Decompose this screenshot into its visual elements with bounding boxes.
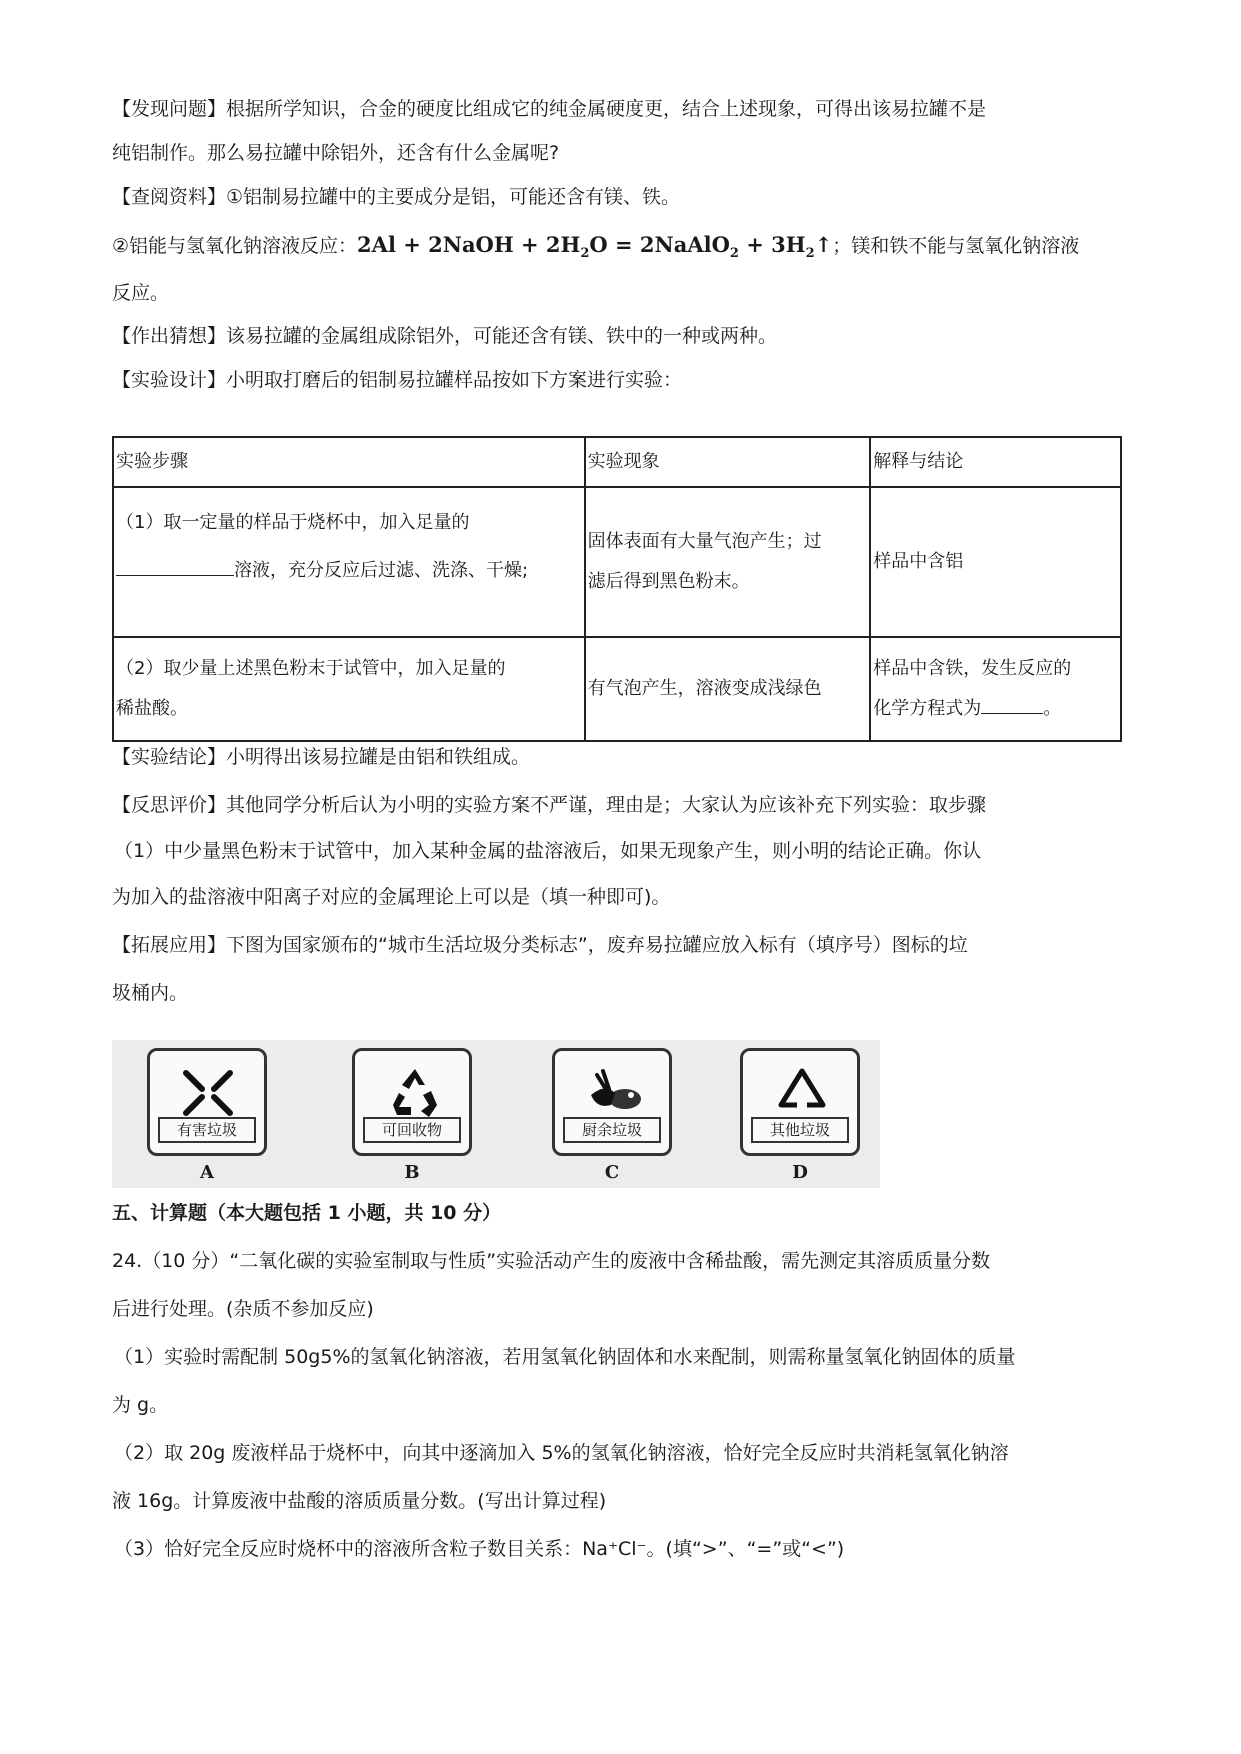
- paragraph-reflection-2: （1）中少量黑色粉末于试管中，加入某种金属的盐溶液后，如果无现象产生，则小明的结论正确。你认: [114, 840, 982, 862]
- bin-food-waste: [552, 1048, 672, 1156]
- paragraph-reference-2: [112, 232, 1079, 267]
- question-24-part-2-cont: 液 16g。计算废液中盐酸的溶质质量分数。(写出计算过程): [112, 1490, 607, 1512]
- answer-blank: [116, 557, 234, 576]
- row1-phenomenon: 固体表面有大量气泡产生；过 滤后得到黑色粉末。: [585, 487, 871, 637]
- bin-letter: D: [792, 1162, 808, 1183]
- row2-phenomenon: 有气泡产生，溶液变成浅绿色: [585, 637, 871, 741]
- paragraph-extension-2: 圾桶内。: [112, 982, 189, 1004]
- paragraph-discover-problem: 【发现问题】根据所学知识，合金的硬度比组成它的纯金属硬度更，结合上述现象，可得出该易拉罐不是: [112, 98, 987, 120]
- paragraph-reflection-1: 【反思评价】其他同学分析后认为小明的实验方案不严谨，理由是；大家认为应该补充下列实验：取步骤: [112, 794, 987, 816]
- question-24: 24.（10 分）“二氧化碳的实验室制取与性质”实验活动产生的废液中含稀盐酸，需先测定其溶质质量分数: [112, 1250, 991, 1272]
- experiment-table: [112, 436, 1122, 742]
- paragraph-extension-1: 【拓展应用】下图为国家颁布的“城市生活垃圾分类标志”，废弃易拉罐应放入标有（填序号）图标的垃: [112, 934, 968, 956]
- question-24-part-3: （3）恰好完全反应时烧杯中的溶液所含粒子数目关系：Na⁺Cl⁻。(填“>”、“=”或“<”): [114, 1538, 845, 1560]
- waste-sorting-figure: [112, 1040, 880, 1188]
- paragraph-discover-problem-cont: 纯铝制作。那么易拉罐中除铝外，还含有什么金属呢?: [112, 142, 560, 164]
- bin-label: 厨余垃圾: [563, 1117, 661, 1143]
- header-step: 实验步骤: [113, 437, 585, 487]
- answer-blank: [981, 695, 1043, 714]
- bin-label: 有害垃圾: [158, 1117, 256, 1143]
- paragraph-reference-3: 反应。: [112, 282, 170, 304]
- row1-conclusion: 样品中含铝: [870, 487, 1121, 637]
- bin-label: 可回收物: [363, 1117, 461, 1143]
- bin-letter: B: [404, 1162, 420, 1183]
- bin-letter: A: [200, 1162, 214, 1183]
- question-24-cont: 后进行处理。(杂质不参加反应): [112, 1298, 374, 1320]
- hazardous-icon: [180, 1065, 236, 1121]
- paragraph-reflection-3: 为加入的盐溶液中阳离子对应的金属理论上可以是（填一种即可)。: [112, 886, 671, 908]
- table-row: [113, 637, 1121, 741]
- reference-2-intro: ②铝能与氢氧化钠溶液反应：: [112, 235, 358, 257]
- aluminum-naoh-equation: 2Al + 2NaOH + $2H_2O$ = 2NaAlO$_2$ + $3H_2↑$: [357, 232, 833, 262]
- paragraph-hypothesis: 【作出猜想】该易拉罐的金属组成除铝外，可能还含有镁、铁中的一种或两种。: [112, 325, 778, 347]
- table-header-row: [113, 437, 1121, 487]
- row1-step: （1）取一定量的样品于烧杯中，加入足量的 溶液，充分反应后过滤、洗涤、干燥;: [113, 487, 585, 637]
- row2-conclusion: 样品中含铁，发生反应的 化学方程式为 。: [870, 637, 1121, 741]
- header-phenomenon: 实验现象: [585, 437, 871, 487]
- bin-other-waste: [740, 1048, 860, 1156]
- table-row: [113, 487, 1121, 637]
- recycle-icon: [385, 1065, 445, 1121]
- row2-step: （2）取少量上述黑色粉末于试管中，加入足量的 稀盐酸。: [113, 637, 585, 741]
- section-5-title: 五、计算题（本大题包括 1 小题，共 10 分）: [112, 1202, 502, 1224]
- other-waste-icon: [773, 1065, 831, 1121]
- bin-hazardous: [147, 1048, 267, 1156]
- paragraph-experiment-design: 【实验设计】小明取打磨后的铝制易拉罐样品按如下方案进行实验：: [112, 369, 683, 391]
- food-waste-icon: [585, 1065, 647, 1121]
- header-conclusion: 解释与结论: [870, 437, 1121, 487]
- question-24-part-2: （2）取 20g 废液样品于烧杯中，向其中逐滴加入 5%的氢氧化钠溶液，恰好完全反应时共消耗氢氧化钠溶: [114, 1442, 1009, 1464]
- reference-2-tail: ；镁和铁不能与氢氧化钠溶液: [832, 235, 1080, 257]
- paragraph-experiment-conclusion: 【实验结论】小明得出该易拉罐是由铝和铁组成。: [112, 746, 531, 768]
- bin-letter: C: [604, 1162, 620, 1183]
- bin-recyclable: [352, 1048, 472, 1156]
- question-24-part-1-cont: 为 g。: [112, 1394, 169, 1416]
- bin-label: 其他垃圾: [751, 1117, 849, 1143]
- question-24-part-1: （1）实验时需配制 50g5%的氢氧化钠溶液，若用氢氧化钠固体和水来配制，则需称量氢氧化钠固体的质量: [114, 1346, 1016, 1368]
- paragraph-reference-1: 【查阅资料】①铝制易拉罐中的主要成分是铝，可能还含有镁、铁。: [112, 186, 681, 208]
